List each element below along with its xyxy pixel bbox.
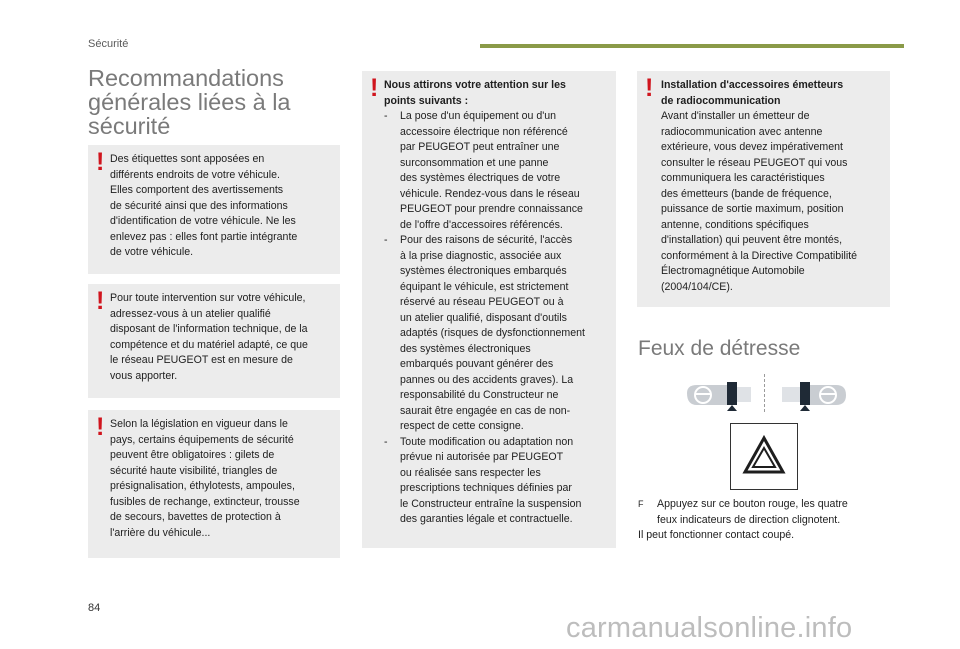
text-line: fusibles de rechange, extincteur, trousse — [110, 495, 300, 508]
text-line: des systèmes électroniques — [400, 342, 531, 355]
text-line: ou réalisée sans respecter les — [400, 466, 541, 479]
text-line: l'arrière du véhicule... — [110, 526, 211, 539]
warning-icon: ! — [370, 74, 379, 102]
text-line: pannes ou des accidents graves). La — [400, 373, 574, 386]
text-line: d'identification de votre véhicule. Ne les — [110, 215, 296, 227]
text-line: des émetteurs (bande de fréquence, — [661, 187, 832, 200]
text-line: compétence et du matériel adapté, ce que — [110, 338, 308, 351]
instruction-note: Il peut fonctionner contact coupé. — [638, 529, 795, 541]
text-line: consulter le réseau PEUGEOT qui vous — [661, 156, 848, 169]
warning-box-radio — [637, 71, 890, 307]
warning-box-attention — [362, 71, 616, 548]
warning-icon: ! — [96, 148, 105, 176]
text-line: conformément à la Directive Compatibilité — [661, 249, 858, 262]
page-title-line: sécurité — [88, 113, 171, 139]
text-line: responsabilité du Constructeur ne — [400, 389, 559, 401]
text-line: de secours, bavettes de protection à — [110, 511, 281, 523]
section-title: Feux de détresse — [638, 337, 801, 360]
text-line: le réseau PEUGEOT est en mesure de — [110, 354, 293, 366]
list-item: - Toute modification ou adaptation non prévue ni autorisée par PEUGEOT ou réalisée sans respecter les prescriptions techniques définies par le Constructeur entraîne la suspension des garanties légale et contractuelle. — [384, 435, 614, 528]
dashboard-steering-left-icon — [685, 379, 755, 411]
text-line: communiquera les caractéristiques — [661, 172, 825, 184]
text-line: Toute modification ou adaptation non — [400, 435, 574, 448]
text-line: extérieure, vous devez impérativement — [661, 141, 843, 153]
box-heading-line: points suivants : — [384, 94, 469, 107]
list-item: - La pose d'un équipement ou d'un accessoire électrique non référencé par PEUGEOT peut entraîner une surconsommation et une panne des systèmes électriques de votre véhicule. Rendez-vous dans le réseau PEUGEOT pour prendre connaissance de l'offre d'accessoires référencés. — [384, 109, 614, 233]
text-line: (2004/104/CE). — [661, 280, 733, 293]
text-line: prescriptions techniques définies par — [400, 482, 572, 494]
text-line: feux indicateurs de direction clignotent. — [657, 513, 841, 526]
text-line: Selon la législation en vigueur dans le — [110, 418, 288, 430]
text-line: Électromagnétique Automobile — [661, 265, 805, 277]
page-number: 84 — [88, 602, 101, 614]
text-line: un atelier qualifié, disposant d'outils — [400, 311, 567, 324]
text-line: présignalisation, éthylotests, ampoules, — [110, 480, 295, 492]
text-line: antenne, conditions spécifiques — [661, 218, 809, 231]
text-line: saurait être engagée en cas de non- — [400, 404, 571, 417]
text-line: réservé au réseau PEUGEOT ou à — [400, 296, 564, 308]
page-title-line: Recommandations — [88, 65, 284, 91]
header-accent-bar — [480, 44, 904, 48]
text-line: Des étiquettes sont apposées en — [110, 153, 265, 165]
warning-box-legislation — [88, 410, 340, 558]
dashboard-steering-right-icon — [778, 379, 848, 411]
text-line: adaptés (risques de dysfonctionnement — [400, 327, 585, 339]
list-item: - Pour des raisons de sécurité, l'accès à la prise diagnostic, associée aux systèmes électroniques embarqués équipant le véhicule, est strictement réservé au réseau PEUGEOT ou à un atelier qualifié, disposant d'outils adaptés (risques de dysfonctionnement des systèmes électroniques embarqués pouvant générer des pannes ou des accidents graves). La responsabilité du Constructeur ne saurait être engagée en cas de non- respect de cette consigne. — [384, 233, 614, 435]
text-line: différents endroits de votre véhicule. — [110, 168, 280, 181]
text-line: embarqués pouvant générer des — [400, 358, 554, 370]
text-line: systèmes électroniques embarqués — [400, 265, 567, 277]
text-line: sécurité haute visibilité, triangles de — [110, 464, 278, 477]
illustration-divider — [764, 374, 765, 412]
text-line: respect de cette consigne. — [400, 420, 524, 432]
text-line: Pour toute intervention sur votre véhicule, — [110, 292, 306, 304]
text-line: enlevez pas : elles font partie intégrante — [110, 230, 298, 243]
box-heading-line: Nous attirons votre attention sur les — [384, 79, 566, 91]
page-title — [88, 66, 338, 138]
text-line: adressez-vous à un atelier qualifié — [110, 307, 271, 320]
text-line: peuvent être obligatoires : gilets de — [110, 449, 275, 461]
hazard-triangle-icon — [731, 424, 797, 489]
hazard-warning-button-icon — [730, 423, 798, 490]
text-line: par PEUGEOT peut entraîner une — [400, 141, 560, 153]
attention-list — [384, 109, 614, 528]
header-section-label: Sécurité — [88, 38, 129, 50]
step-icon: F — [638, 499, 644, 509]
warning-icon: ! — [645, 74, 654, 102]
text-line: disposant de l'information technique, de la — [110, 323, 308, 335]
text-line: prévue ni autorisée par PEUGEOT — [400, 451, 564, 463]
text-line: de sécurité ainsi que des informations — [110, 199, 288, 212]
text-line: PEUGEOT pour prendre connaissance — [400, 203, 583, 215]
text-line: équipant le véhicule, est strictement — [400, 280, 569, 293]
text-line: surconsommation et une panne — [400, 156, 549, 169]
box-heading-line: Installation d'accessoires émetteurs — [661, 79, 844, 91]
warning-icon: ! — [96, 413, 105, 441]
text-line: à la prise diagnostic, associée aux — [400, 249, 562, 262]
text-line: Avant d'installer un émetteur de — [661, 110, 810, 122]
text-line: Appuyez sur ce bouton rouge, les quatre — [657, 498, 848, 510]
text-line: le Constructeur entraîne la suspension — [400, 497, 582, 510]
text-line: de l'offre d'accessoires référencés. — [400, 218, 563, 231]
text-line: vous apporter. — [110, 369, 178, 382]
warning-icon: ! — [96, 287, 105, 315]
text-line: accessoire électrique non référencé — [400, 125, 568, 138]
text-line: pays, certains équipements de sécurité — [110, 433, 294, 446]
hazard-instruction — [638, 497, 898, 544]
text-line: de votre véhicule. — [110, 246, 194, 258]
instruction-step — [638, 497, 898, 528]
text-line: Elles comportent des avertissements — [110, 184, 284, 196]
text-line: des systèmes électriques de votre — [400, 172, 561, 184]
watermark: carmanualsonline.info — [566, 612, 853, 644]
text-line: d'installation) qui peuvent être montés, — [661, 234, 843, 246]
text-line: Pour des raisons de sécurité, l'accès — [400, 234, 573, 246]
text-line: véhicule. Rendez-vous dans le réseau — [400, 187, 580, 200]
text-line: La pose d'un équipement ou d'un — [400, 110, 557, 122]
warning-box-labels — [88, 145, 340, 274]
page-title-line: générales liées à la — [88, 89, 291, 115]
warning-box-service — [88, 284, 340, 398]
text-line: radiocommunication avec antenne — [661, 125, 823, 138]
text-line: puissance de sortie maximum, position — [661, 203, 844, 215]
text-line: des garanties légale et contractuelle. — [400, 513, 573, 525]
box-heading-line: de radiocommunication — [661, 94, 781, 107]
